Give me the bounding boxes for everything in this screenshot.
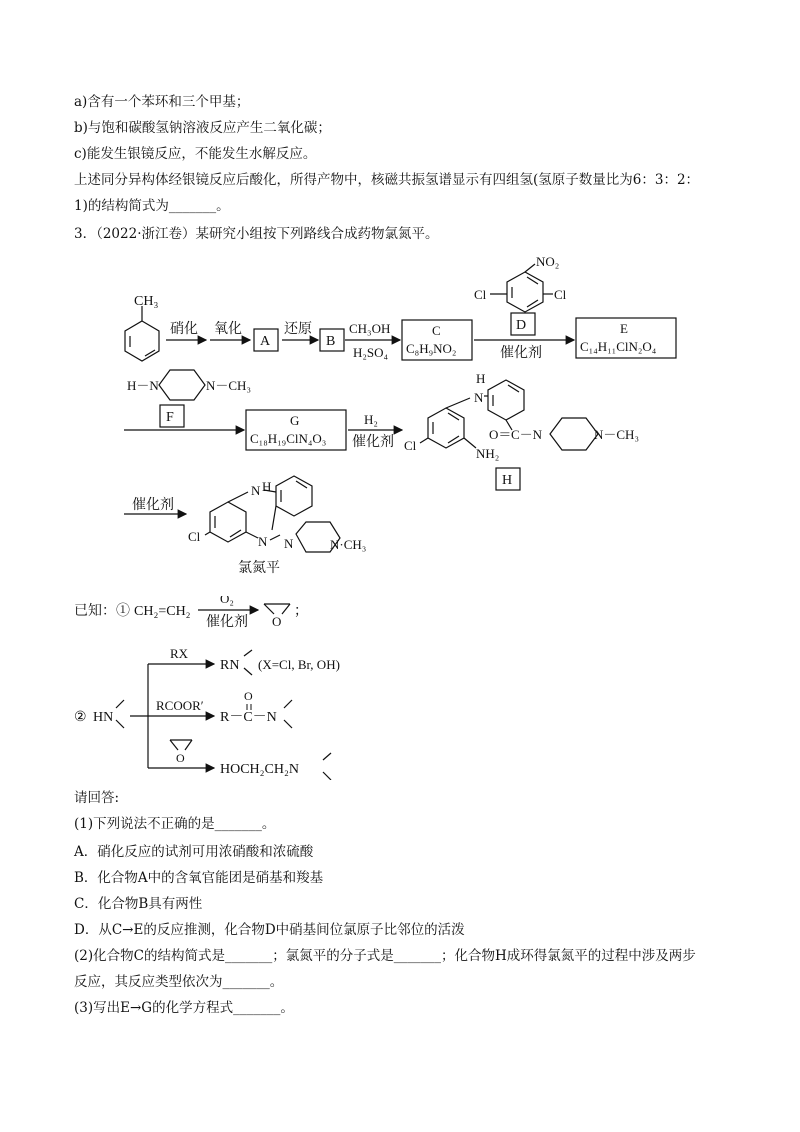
o2-label: O₂	[220, 596, 234, 606]
catalyst-label-2: 催化剂	[352, 435, 394, 450]
question-2-line-2: 反应，其反应类型依次为_______。	[74, 974, 284, 990]
cloz-nh-h: H	[262, 479, 272, 494]
compound-b: B	[326, 334, 336, 349]
epoxide-reagent-icon	[170, 740, 192, 765]
question-3: (3)写出E→G的化学方程式_______。	[74, 1000, 294, 1016]
ethene: CH₂=CH₂	[134, 604, 191, 619]
synthesis-scheme	[0, 240, 800, 600]
hn-label: HN	[93, 710, 114, 725]
isomer-text-1: 上述同分异构体经银镜反应后酸化，所得产物中，核磁共振氢谱显示有四组氢(氢原子数量比为6：3：2：	[74, 172, 700, 188]
amide-product: R－C－N	[220, 710, 277, 725]
compound-c-label: C	[432, 323, 441, 338]
cloz-pip-n: N	[284, 536, 294, 551]
cloz-n: N	[258, 534, 268, 549]
rx-label: RX	[170, 646, 189, 661]
reagent-ch3oh: CH₃OH	[349, 321, 391, 336]
cloz-nch3: N·CH₃	[330, 537, 367, 552]
f-nch3: N－CH₃	[206, 378, 251, 393]
compound-h-structure	[404, 371, 639, 461]
condition-a: a)含有一个苯环和三个甲基；	[74, 94, 250, 110]
reaction-2-label: ②	[74, 710, 87, 725]
compound-f-structure	[127, 370, 251, 400]
label-nitration: 硝化	[170, 322, 198, 337]
cl-right: Cl	[554, 287, 567, 302]
compound-e-formula: C₁₄H₁₁ClN₂O₄	[580, 339, 657, 354]
clozapine-name: 氯氮平	[238, 561, 280, 576]
compound-f-label: F	[166, 410, 174, 425]
compound-g-formula: C₁₈H₁₉ClN₄O₃	[250, 431, 327, 446]
hydroxyethyl-product: HOCH₂CH₂N	[220, 762, 299, 777]
epoxide-icon	[264, 604, 290, 629]
h-carbonyl-cn: C－N	[511, 427, 543, 442]
h2-label: H₂	[364, 412, 378, 427]
nitro-label: NO₂	[536, 254, 560, 269]
epoxide-reagent-o: O	[176, 751, 185, 765]
isomer-text-2: 1)的结构简式为_______。	[74, 198, 230, 214]
rcoor-label: RCOOR′	[156, 698, 204, 713]
option-a: A．硝化反应的试剂可用浓硝酸和浓硫酸	[74, 844, 314, 860]
compound-d-structure	[474, 254, 567, 312]
question-3-title: 3．（2022·浙江卷）某研究小组按下列路线合成药物氯氮平。	[74, 226, 439, 242]
cloz-nh-n: N	[251, 483, 261, 498]
catalyst-label-1: 催化剂	[500, 346, 542, 361]
known-reactions	[0, 596, 800, 780]
known-catalyst: 催化剂	[206, 615, 248, 630]
f-h-n: H－N	[127, 378, 159, 393]
compound-h-label: H	[502, 473, 513, 488]
h-nh-h: H	[476, 371, 486, 386]
h-nh2: NH₂	[476, 446, 500, 461]
question-1: (1)下列说法不正确的是_______。	[74, 816, 276, 832]
semicolon: ；	[294, 604, 308, 619]
compound-a: A	[260, 334, 271, 349]
known-title: 已知：①	[74, 604, 130, 619]
toluene-structure	[125, 294, 159, 361]
compound-g-label: G	[290, 413, 300, 428]
compound-c-formula: C₈H₉NO₂	[406, 341, 457, 356]
h-nch3: N－CH₃	[594, 427, 639, 442]
option-b: B．化合物A中的含氧官能团是硝基和羧基	[74, 870, 324, 886]
epoxide-o: O	[272, 614, 282, 629]
amide-o: O	[244, 689, 253, 703]
h-cl: Cl	[404, 438, 417, 453]
cl-left: Cl	[474, 287, 487, 302]
x-definition: (X=Cl, Br, OH)	[258, 657, 340, 672]
clozapine-structure	[188, 476, 366, 552]
methyl-label: CH₃	[134, 294, 159, 309]
h-nh-n: N	[474, 390, 484, 405]
condition-b: b)与饱和碳酸氢钠溶液反应产生二氧化碳；	[74, 120, 331, 136]
label-oxidation: 氧化	[214, 322, 242, 337]
compound-d-label: D	[516, 318, 527, 333]
reagent-h2so4: H₂SO₄	[353, 345, 389, 360]
option-c: C．化合物B具有两性	[74, 896, 203, 912]
h-carbonyl-o: O＝	[489, 427, 512, 442]
condition-c: c)能发生银镜反应，不能发生水解反应。	[74, 146, 317, 162]
label-reduction: 还原	[284, 322, 312, 337]
question-2-line-1: (2)化合物C的结构简式是_______；氯氮平的分子式是_______；化合物H成环得氯氮平的过程中涉及两步	[74, 948, 696, 964]
compound-e-label: E	[620, 321, 628, 336]
cloz-cl: Cl	[188, 529, 201, 544]
catalyst-label-3: 催化剂	[132, 498, 174, 513]
rn-product: RN	[220, 658, 240, 673]
answer-prompt: 请回答:	[74, 790, 120, 806]
option-d: D．从C→E的反应推测，化合物D中硝基间位氯原子比邻位的活泼	[74, 922, 465, 938]
